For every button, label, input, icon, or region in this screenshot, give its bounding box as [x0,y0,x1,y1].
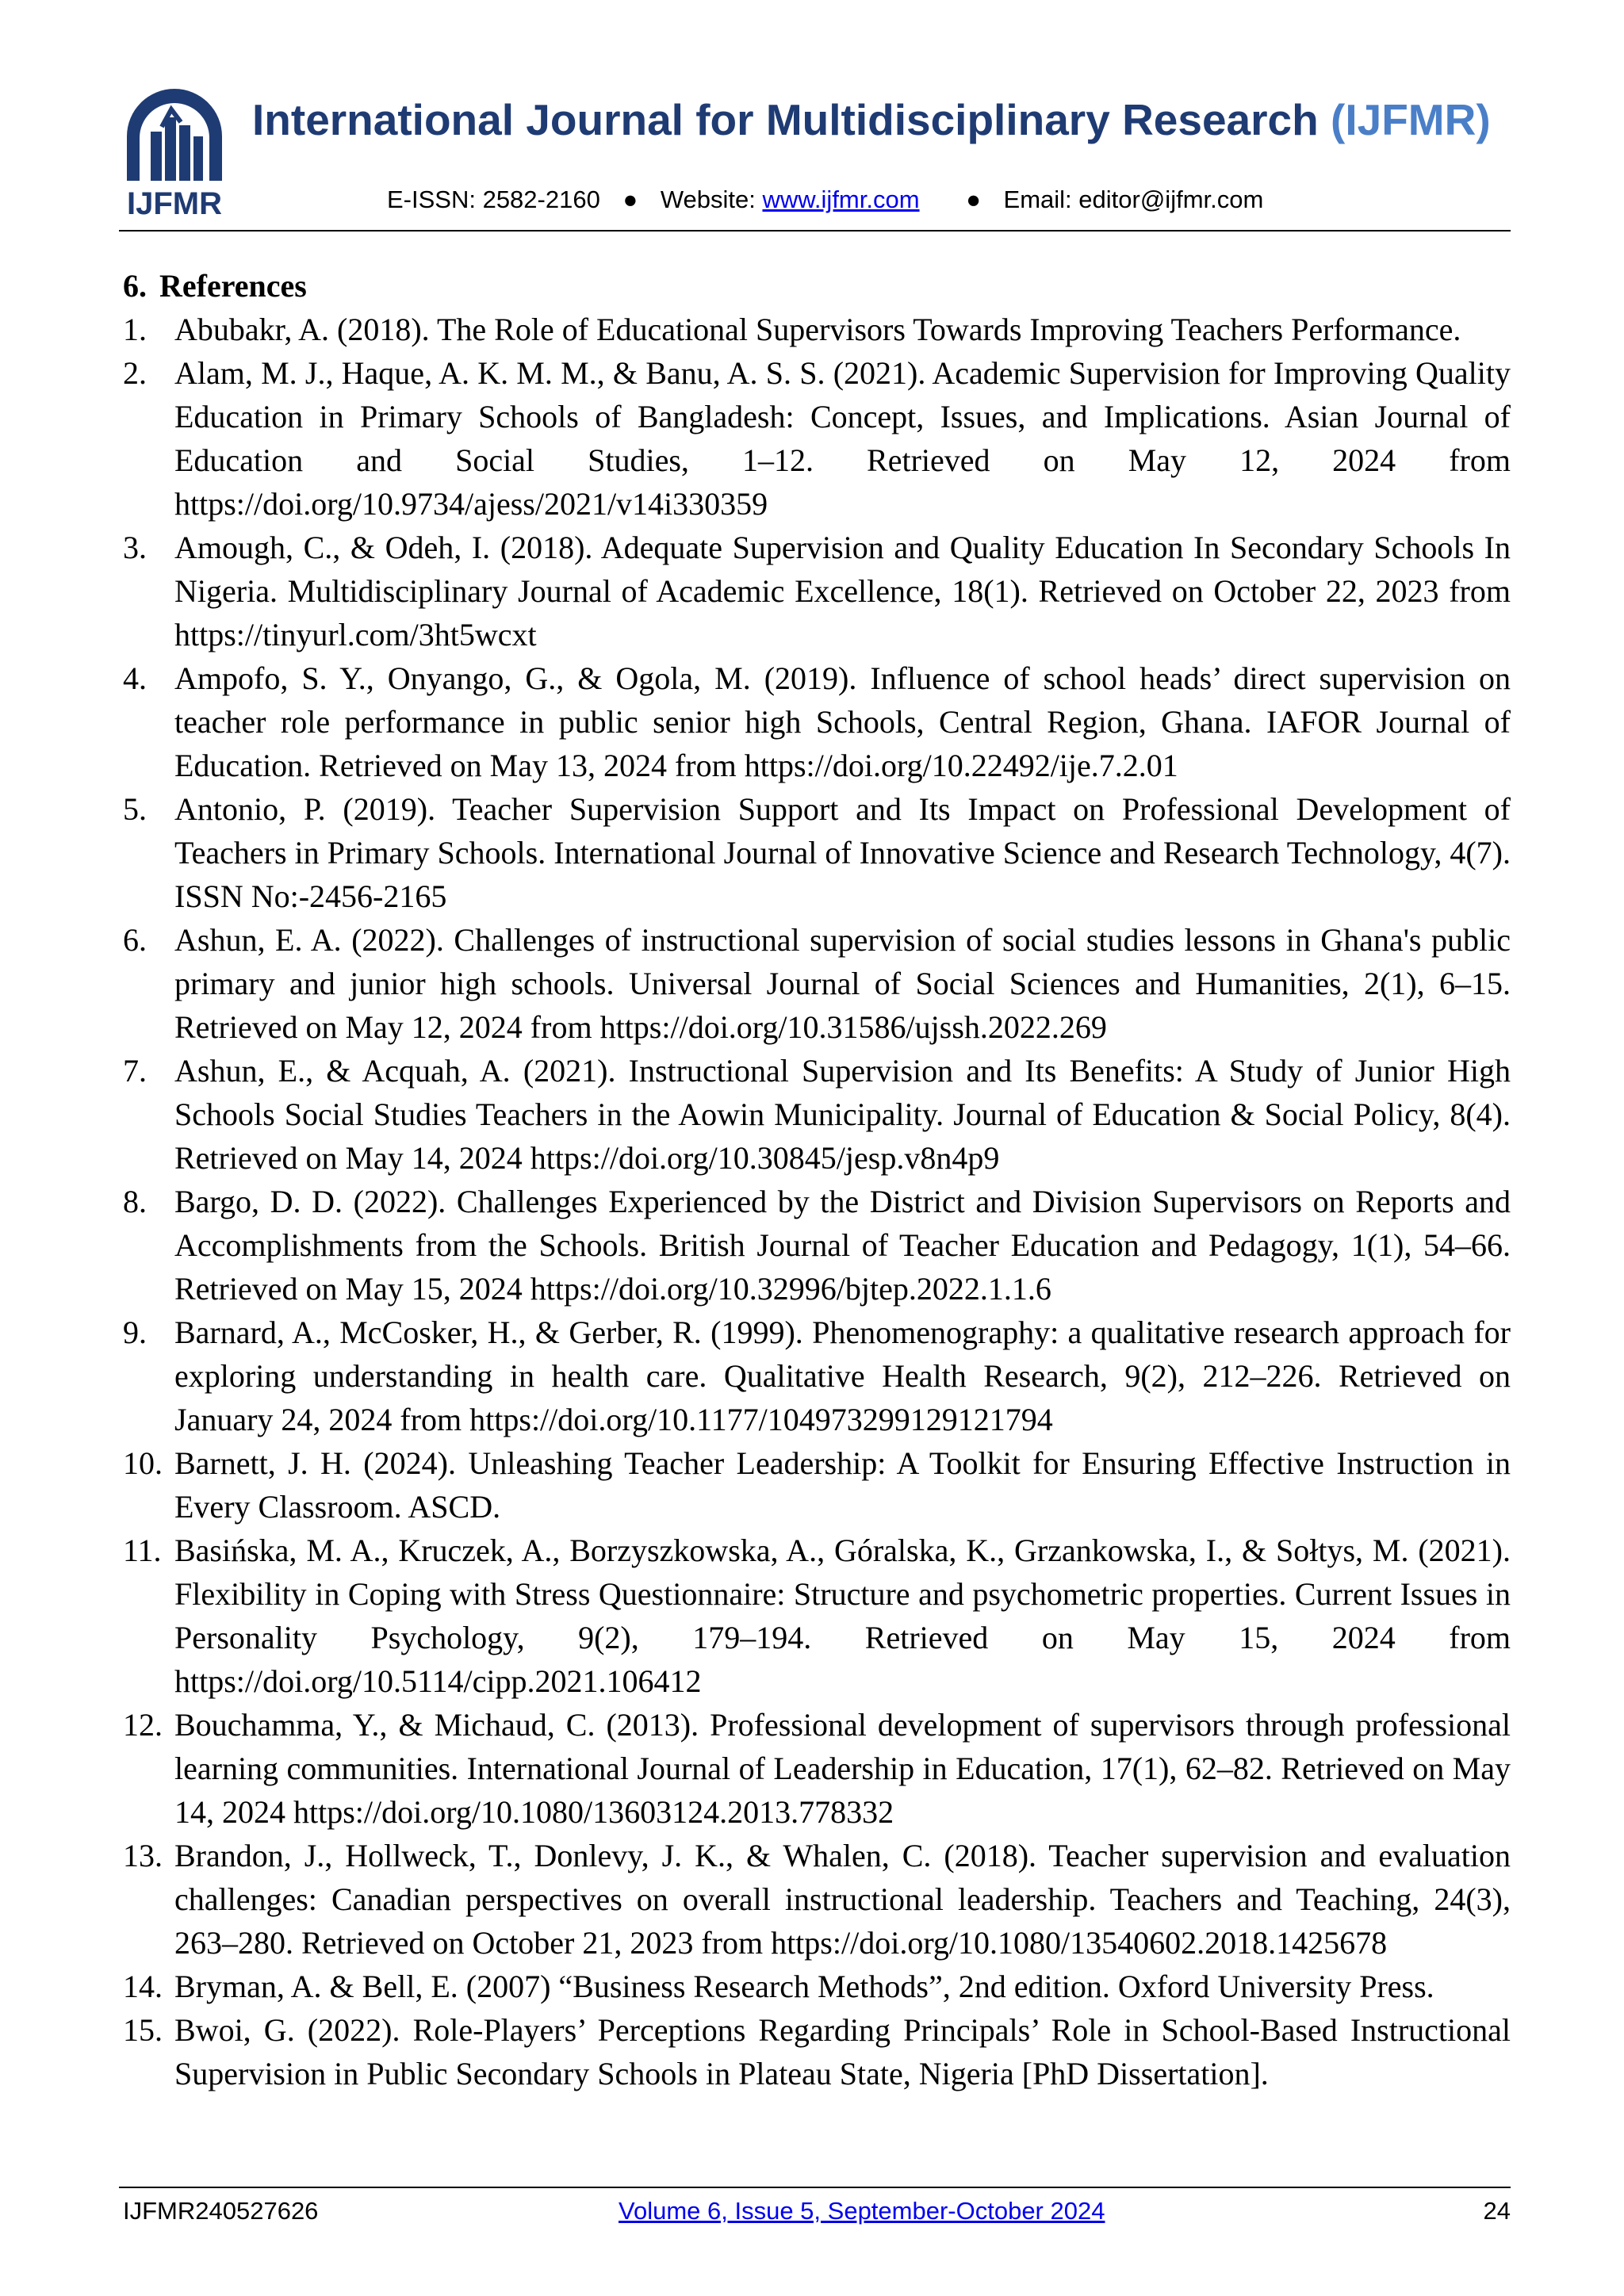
reference-item [123,1311,1511,1441]
reference-text: Alam, M. J., Haque, A. K. M. M., & Banu, A. S. S. (2021). Academic Supervision for Improving Quality Education in Primary Schools of Bangladesh: Concept, Issues, and Implications. Asian Journal of Education and Social Studies, 1–12. Retrieved on May 12, 2024 from https://doi.org/10.9734/ajess/2021/v14i330359 [174,355,1511,522]
reference-text: Bargo, D. D. (2022). Challenges Experienced by the District and Division Supervisors on Reports and Accomplishments from the Schools. British Journal of Teacher Education and Pedagogy, 1(1), 54–66. Retrieved on May 15, 2024 https://doi.org/10.32996/bjtep.2022.1.1.6 [174,1184,1511,1307]
journal-logo [119,87,230,222]
reference-text: Bouchamma, Y., & Michaud, C. (2013). Professional development of supervisors through professional learning communities. International Journal of Leadership in Education, 17(1), 62–82. Retrieved on May 14, 2024 https://doi.org/10.1080/13603124.2013.778332 [174,1707,1511,1830]
reference-item [123,2008,1511,2095]
reference-item [123,1180,1511,1311]
reference-item [123,1703,1511,1834]
reference-item [123,351,1511,526]
reference-list [123,308,1511,2095]
bullet-separator-icon: ● [966,186,981,213]
eissn: E-ISSN: 2582-2160 [387,186,600,213]
reference-number: 5. [123,791,147,827]
reference-item [123,1049,1511,1180]
reference-text: Brandon, J., Hollweck, T., Donlevy, J. K., & Whalen, C. (2018). Teacher supervision and evaluation challenges: Canadian perspectives on overall instructional leadership. Teachers and Teaching, 24(3), 263–280. Retrieved on October 21, 2023 from https://doi.org/10.1080/13540602.2018.1425678 [174,1838,1511,1961]
section-title: References [159,268,307,304]
page-content [123,264,1511,2095]
reference-item [123,526,1511,656]
reference-number: 4. [123,660,147,696]
website-label: Website: [660,186,756,213]
reference-number: 11. [123,1533,162,1568]
footer-paper-id: IJFMR240527626 [123,2197,319,2225]
email-contact: Email: editor@ijfmr.com [1003,186,1264,213]
reference-number: 2. [123,355,147,391]
website-link[interactable]: www.ijfmr.com [762,186,920,213]
reference-number: 3. [123,530,147,565]
reference-item [123,1965,1511,2008]
bullet-separator-icon: ● [622,186,638,213]
reference-text: Antonio, P. (2019). Teacher Supervision Support and Its Impact on Professional Development of Teachers in Primary Schools. International Journal of Innovative Science and Research Technology, 4(7). ISSN No:-2456-2165 [174,791,1511,914]
reference-text: Amough, C., & Odeh, I. (2018). Adequate Supervision and Quality Education In Secondary Schools In Nigeria. Multidisciplinary Journal of Academic Excellence, 18(1). Retrieved on October 22, 2023 from https://tinyurl.com/3ht5wcxt [174,530,1511,652]
section-number: 6. [123,268,147,304]
reference-item [123,1441,1511,1529]
journal-abbr: (IJFMR) [1331,95,1491,144]
reference-item [123,1834,1511,1965]
footer-page-number: 24 [1483,2197,1511,2225]
footer-volume-link[interactable]: Volume 6, Issue 5, September-October 2024 [619,2197,1105,2225]
reference-item [123,308,1511,351]
journal-title [252,95,1491,144]
reference-text: Bryman, A. & Bell, E. (2007) “Business Research Methods”, 2nd edition. Oxford University Press. [174,1969,1434,2004]
footer-divider [119,2187,1511,2188]
reference-text: Ashun, E., & Acquah, A. (2021). Instructional Supervision and Its Benefits: A Study of Junior High Schools Social Studies Teachers in the Aowin Municipality. Journal of Education & Social Policy, 8(4). Retrieved on May 14, 2024 https://doi.org/10.30845/jesp.v8n4p9 [174,1053,1511,1176]
svg-text:IJFMR: IJFMR [127,186,222,221]
reference-text: Ashun, E. A. (2022). Challenges of instructional supervision of social studies lessons in Ghana's public primary and junior high schools. Universal Journal of Social Sciences and Humanities, 2(1), 6–15. Retrieved on May 12, 2024 from https://doi.org/10.31586/ujssh.2022.269 [174,922,1511,1045]
reference-number: 7. [123,1053,147,1089]
reference-number: 14. [123,1969,163,2004]
reference-text: Barnard, A., McCosker, H., & Gerber, R. (1999). Phenomenography: a qualitative research approach for exploring understanding in health care. Qualitative Health Research, 9(2), 212–226. Retrieved on January 24, 2024 from https://doi.org/10.1177/104973299129121794 [174,1314,1511,1437]
reference-item [123,656,1511,787]
journal-contact-line [387,187,1263,212]
reference-number: 10. [123,1445,163,1481]
reference-text: Ampofo, S. Y., Onyango, G., & Ogola, M. (2019). Influence of school heads’ direct supervision on teacher role performance in public senior high Schools, Central Region, Ghana. IAFOR Journal of Education. Retrieved on May 13, 2024 from https://doi.org/10.22492/ije.7.2.01 [174,660,1511,783]
reference-item [123,1529,1511,1703]
reference-text: Bwoi, G. (2022). Role-Players’ Perceptions Regarding Principals’ Role in School-Based Instructional Supervision in Public Secondary Schools in Plateau State, Nigeria [PhD Dissertation]. [174,2012,1511,2091]
reference-number: 12. [123,1707,163,1743]
journal-name: International Journal for Multidisciplinary Research [252,95,1319,144]
reference-text: Barnett, J. H. (2024). Unleashing Teacher Leadership: A Toolkit for Ensuring Effective Instruction in Every Classroom. ASCD. [174,1445,1511,1525]
reference-number: 9. [123,1314,147,1350]
reference-number: 6. [123,922,147,958]
reference-item [123,918,1511,1049]
reference-number: 1. [123,312,147,347]
section-heading [123,264,1511,308]
reference-number: 13. [123,1838,163,1873]
reference-item [123,787,1511,918]
ijfmr-logo-icon [119,87,230,222]
header-divider [119,230,1511,232]
reference-number: 8. [123,1184,147,1219]
reference-text: Basińska, M. A., Kruczek, A., Borzyszkowska, A., Góralska, K., Grzankowska, I., & Sołtys, M. (2021). Flexibility in Coping with Stress Questionnaire: Structure and psychometric properties. Current Issues in Personality Psychology, 9(2), 179–194. Retrieved on May 15, 2024 from https://doi.org/10.5114/cipp.2021.106412 [174,1533,1511,1699]
reference-text: Abubakr, A. (2018). The Role of Educational Supervisors Towards Improving Teachers Performance. [174,312,1461,347]
reference-number: 15. [123,2012,163,2048]
